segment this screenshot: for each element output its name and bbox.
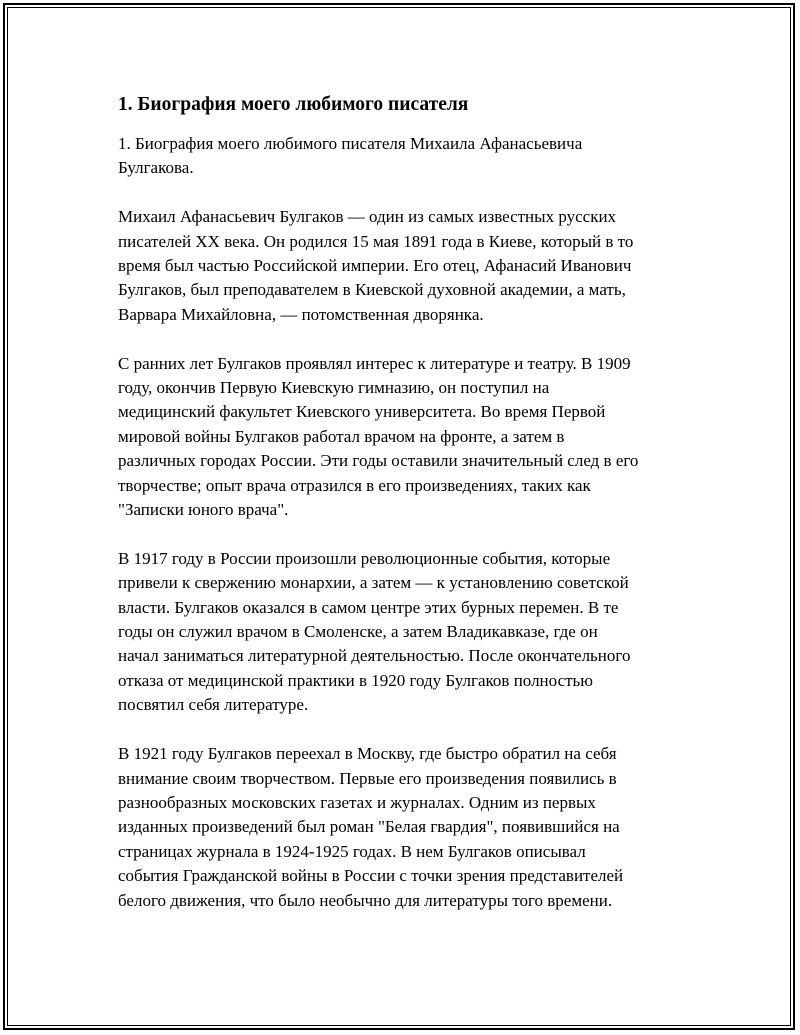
document-body	[118, 92, 684, 937]
text-line: мировой войны Булгаков работал врачом на фронте, а затем в	[118, 426, 565, 446]
text-line: году, окончив Первую Киевскую гимназию, он поступил на	[118, 378, 550, 398]
text-line: годы он служил врачом в Смоленске, а затем Владикавказе, где он	[118, 622, 598, 642]
paragraph-intro	[118, 132, 684, 181]
text-line: Булгакова.	[118, 158, 194, 178]
text-line: привели к свержению монархии, а затем — к установлению советской	[118, 573, 629, 593]
text-line: медицинский факультет Киевского университета. Во время Первой	[118, 402, 606, 422]
paragraph-moscow	[118, 742, 684, 913]
text-line: В 1921 году Булгаков переехал в Москву, где быстро обратил на себя	[118, 744, 617, 764]
paragraph-early-life	[118, 205, 684, 327]
text-line: С ранних лет Булгаков проявлял интерес к литературе и театру. В 1909	[118, 353, 631, 373]
text-line: начал заниматься литературной деятельностью. После окончательного	[118, 646, 631, 666]
text-line: изданных произведений был роман "Белая гвардия", появившийся на	[118, 817, 620, 837]
text-line: разнообразных московских газетах и журналах. Одним из первых	[118, 792, 596, 812]
text-line: Булгаков, был преподавателем в Киевской духовной академии, а мать,	[118, 280, 626, 300]
text-line: Варвара Михайловна, — потомственная дворянка.	[118, 304, 484, 324]
text-line: различных городах России. Эти годы оставили значительный след в его	[118, 451, 639, 471]
paragraph-education	[118, 352, 684, 523]
text-line: писателей XX века. Он родился 15 мая 1891 года в Киеве, который в то	[118, 231, 634, 251]
text-line: отказа от медицинской практики в 1920 году Булгаков полностью	[118, 670, 593, 690]
text-line: Михаил Афанасьевич Булгаков — один из самых известных русских	[118, 207, 617, 227]
text-line: внимание своим творчеством. Первые его произведения появились в	[118, 768, 617, 788]
text-line: время был частью Российской империи. Его отец, Афанасий Иванович	[118, 256, 632, 276]
text-line: творчестве; опыт врача отразился в его произведениях, таких как	[118, 475, 591, 495]
text-line: посвятил себя литературе.	[118, 695, 309, 715]
paragraph-revolution	[118, 547, 684, 718]
text-line: страницах журнала в 1924-1925 годах. В нем Булгаков описывал	[118, 841, 586, 861]
text-line: "Записки юного врача".	[118, 500, 289, 520]
text-line: события Гражданской войны в России с точки зрения представителей	[118, 866, 624, 886]
document-title: 1. Биография моего любимого писателя	[118, 94, 469, 115]
text-line: белого движения, что было необычно для литературы того времени.	[118, 890, 613, 910]
text-line: власти. Булгаков оказался в самом центре этих бурных перемен. В те	[118, 597, 619, 617]
text-line: 1. Биография моего любимого писателя Михаила Афанасьевича	[118, 134, 583, 153]
text-line: В 1917 году в России произошли революционные события, которые	[118, 548, 611, 568]
